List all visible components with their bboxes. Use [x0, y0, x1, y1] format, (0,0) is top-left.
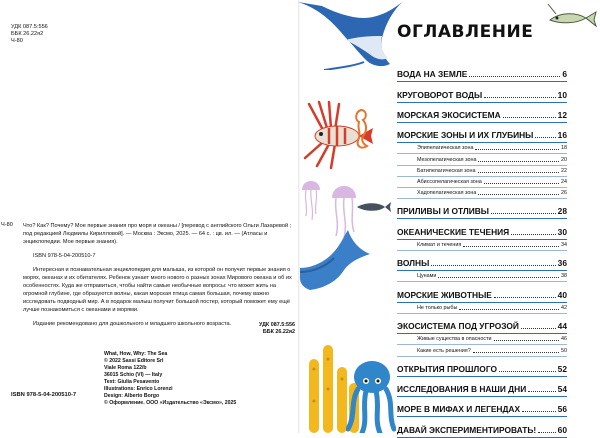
toc-subchapter-row[interactable] [397, 240, 567, 251]
author-sign: Ч-80 [11, 38, 23, 44]
udk-line-bottom: УДК 087.5:556 [259, 322, 295, 328]
toc-chapter-row[interactable] [397, 82, 567, 102]
colophon-line: Text: Giulia Pesavento [104, 379, 160, 385]
toc-entry-title: Эпипелагическая зона [417, 145, 474, 152]
toc-leader-dots [484, 97, 556, 98]
toc-leader-dots [535, 137, 555, 138]
toc-entry-title: МОРСКИЕ ЗОНЫ И ИХ ГЛУБИНЫ [397, 130, 534, 141]
toc-entry-title: МОРСКИЕ ЖИВОТНЫЕ [397, 289, 492, 300]
fish-icon [546, 2, 598, 32]
toc-title: ОГЛАВЛЕНИЕ [397, 22, 534, 42]
toc-leader-dots [478, 172, 559, 173]
colophon-line: © 2022 Sassi Editore Srl [104, 358, 164, 364]
toc-subchapter-row[interactable] [397, 143, 567, 154]
toc-leader-dots [499, 371, 556, 372]
toc-entry-page: 28 [557, 206, 567, 217]
toc-chapter-row[interactable] [397, 417, 567, 437]
toc-entry-page: 38 [561, 273, 567, 280]
biblio-isbn: ISBN 978-5-04-200510-7 [33, 253, 96, 259]
fish-icon [355, 200, 391, 214]
bbk-line: ББК 26.22я2 [11, 31, 44, 37]
toc-subchapter-row[interactable] [397, 271, 567, 282]
toc-leader-dots [494, 340, 559, 341]
toc-entry-title: ВОДА НА ЗЕМЛЕ [397, 69, 468, 80]
seahorse-icon [351, 108, 371, 152]
bibliographic-record [23, 222, 293, 334]
toc-chapter-row[interactable] [397, 62, 567, 82]
toc-leader-dots [475, 149, 559, 150]
toc-entry-page: 20 [561, 156, 567, 163]
toc-entry-title: Какие есть решения? [417, 347, 471, 354]
toc-entry-page: 46 [561, 336, 567, 343]
colophon-line: 36015 Schio (VI) — Italy [104, 372, 163, 378]
colophon-line: What, How, Why: The Sea [104, 351, 168, 357]
toc-leader-dots [511, 234, 556, 235]
toc-entry-page: 44 [557, 321, 567, 332]
toc-entry-title: МОРЕ В МИФАХ И ЛЕГЕНДАХ [397, 404, 521, 415]
toc-entry-title: Абиссопелагическая зона [417, 178, 482, 185]
toc-entry-page: 52 [557, 363, 567, 374]
toc-subchapter-row[interactable] [397, 188, 567, 199]
toc-leader-dots [469, 76, 560, 77]
toc-entry-page: 6 [562, 69, 567, 80]
toc-chapter-row[interactable] [397, 397, 567, 417]
toc-leader-dots [473, 352, 559, 353]
toc-entry-page: 50 [561, 347, 567, 354]
manta-ray-icon [294, 0, 404, 70]
toc-entry-page: 16 [557, 130, 567, 141]
biblio-audience: Издание рекомендовано для дошкольного и младшего школьного возраста. [33, 321, 232, 327]
toc-entry-title: ОКЕАНИЧЕСКИЕ ТЕЧЕНИЯ [397, 226, 510, 237]
colophon-line: Viale Roma 122/b [104, 365, 147, 371]
toc-leader-dots [478, 161, 559, 162]
toc-subchapter-row[interactable] [397, 334, 567, 345]
toc-chapter-row[interactable] [397, 251, 567, 271]
toc-entry-title: ДАВАЙ ЭКСПЕРИМЕНТИРОВАТЬ! [397, 424, 537, 435]
toc-entry-page: 24 [561, 178, 567, 185]
toc-leader-dots [503, 117, 556, 118]
toc-entry-page: 12 [557, 109, 567, 120]
udk-top [11, 24, 48, 45]
toc-entry-page: 42 [561, 304, 567, 311]
toc-subchapter-row[interactable] [397, 177, 567, 188]
imprint-page [0, 0, 300, 433]
toc-entry-title: ЭКОСИСТЕМА ПОД УГРОЗОЙ [397, 321, 519, 332]
toc-chapter-row[interactable] [397, 314, 567, 334]
toc-chapter-row[interactable] [397, 103, 567, 123]
toc-entry-page: 22 [561, 167, 567, 174]
toc-entry-page: 34 [561, 241, 567, 248]
toc-chapter-row[interactable] [397, 199, 567, 219]
toc-entry-title: Хадопелагическая зона [417, 190, 477, 197]
toc-leader-dots [463, 246, 559, 247]
toc-entry-page: 26 [561, 190, 567, 197]
toc-leader-dots [522, 411, 556, 412]
toc-subchapter-row[interactable] [397, 303, 567, 314]
toc-entry-title: Живые существа в опасности [417, 336, 492, 343]
toc-subchapter-row[interactable] [397, 166, 567, 177]
toc-entry-page: 54 [557, 384, 567, 395]
toc-leader-dots [521, 328, 556, 329]
udk-bottom [160, 322, 295, 336]
toc-entry-page: 56 [557, 404, 567, 415]
toc-subchapter-row[interactable] [397, 345, 567, 356]
toc-entry-title: Цунами [417, 273, 437, 280]
toc-chapter-row[interactable] [397, 282, 567, 302]
bbk-line-bottom: ББК 26.22я2 [262, 329, 295, 335]
toc-entry-title: КРУГОВОРОТ ВОДЫ [397, 89, 483, 100]
toc-entry-title: ВОЛНЫ [397, 258, 430, 269]
toc-chapter-row[interactable] [397, 377, 567, 397]
toc-leader-dots [431, 265, 555, 266]
toc-entry-title: МОРСКАЯ ЭКОСИСТЕМА [397, 109, 501, 120]
toc-entry-title: ИССЛЕДОВАНИЯ В НАШИ ДНИ [397, 384, 527, 395]
octopus-icon [346, 359, 396, 433]
toc-entry-title: ПРИЛИВЫ И ОТЛИВЫ [397, 206, 490, 217]
toc-entry-title: Не только рыбы [417, 304, 458, 311]
toc-entry-page: 36 [557, 258, 567, 269]
toc-entry-title: Батипелагическая зона [417, 167, 476, 174]
toc-entry-page: 30 [557, 226, 567, 237]
isbn-bottom: ISBN 978-5-04-200510-7 [11, 392, 77, 398]
toc-leader-dots [491, 213, 556, 214]
toc-entry-page: 60 [557, 424, 567, 435]
colophon-line: Illustrations: Enrico Lorenzi [104, 386, 173, 392]
toc-entry-title: ОТКРЫТИЯ ПРОШЛОГО [397, 363, 497, 374]
toc-subchapter-row[interactable] [397, 154, 567, 165]
colophon-line: Design: Alberto Borgo [104, 393, 160, 399]
toc-leader-dots [478, 194, 559, 195]
biblio-annotation: Интересная и познавательная энциклопедия для малыша, из которой он получит первые знания о морях, океанах и их обитателях. Ребенок узнает много нового о разных зонах Мирового океана и об их особенностях. Куда же отправиться, чтобы найти самые необычные вопросы: что может жить на огромной глубине, где образуются волны, какая морская птица самая большая, почему важно исследовать подводный мир. А в подарок малыш получит большой постер, который поможет ему ещё лучше познакомиться с океанами и морями. [23, 267, 292, 313]
author-sign-left: Ч-80 [1, 222, 13, 228]
colophon [104, 351, 294, 407]
colophon-line: © Оформление. ООО «Издательство «Эксмо», 2025 [104, 400, 237, 406]
toc-entry-title: Мезопелагическая зона [417, 156, 477, 163]
toc-chapter-row[interactable] [397, 219, 567, 239]
toc-leader-dots [484, 183, 559, 184]
toc-entry-page: 18 [561, 145, 567, 152]
toc-entry-title: Климат и течения [417, 241, 462, 248]
whale-tail-icon [300, 228, 370, 294]
toc-chapter-row[interactable] [397, 357, 567, 377]
toc-leader-dots [494, 297, 556, 298]
toc-entry-page: 40 [557, 289, 567, 300]
biblio-description: Что? Как? Почему? Мое первые знания про моря и океаны / [перевод с английского Ольги Лазаревой ; под редакцией Людмилы Кирилловой]. — Москва : Эксмо, 2025. — 64 с. : цв. ил. — (Атласы и энциклопедии. Мое первые знания). [23, 223, 292, 245]
table-of-contents [397, 62, 567, 438]
toc-leader-dots [438, 277, 559, 278]
toc-chapter-row[interactable] [397, 123, 567, 143]
toc-entry-page: 10 [557, 89, 567, 100]
udk-line: УДК 087.5:556 [11, 24, 48, 30]
toc-leader-dots [528, 391, 555, 392]
toc-leader-dots [459, 309, 559, 310]
